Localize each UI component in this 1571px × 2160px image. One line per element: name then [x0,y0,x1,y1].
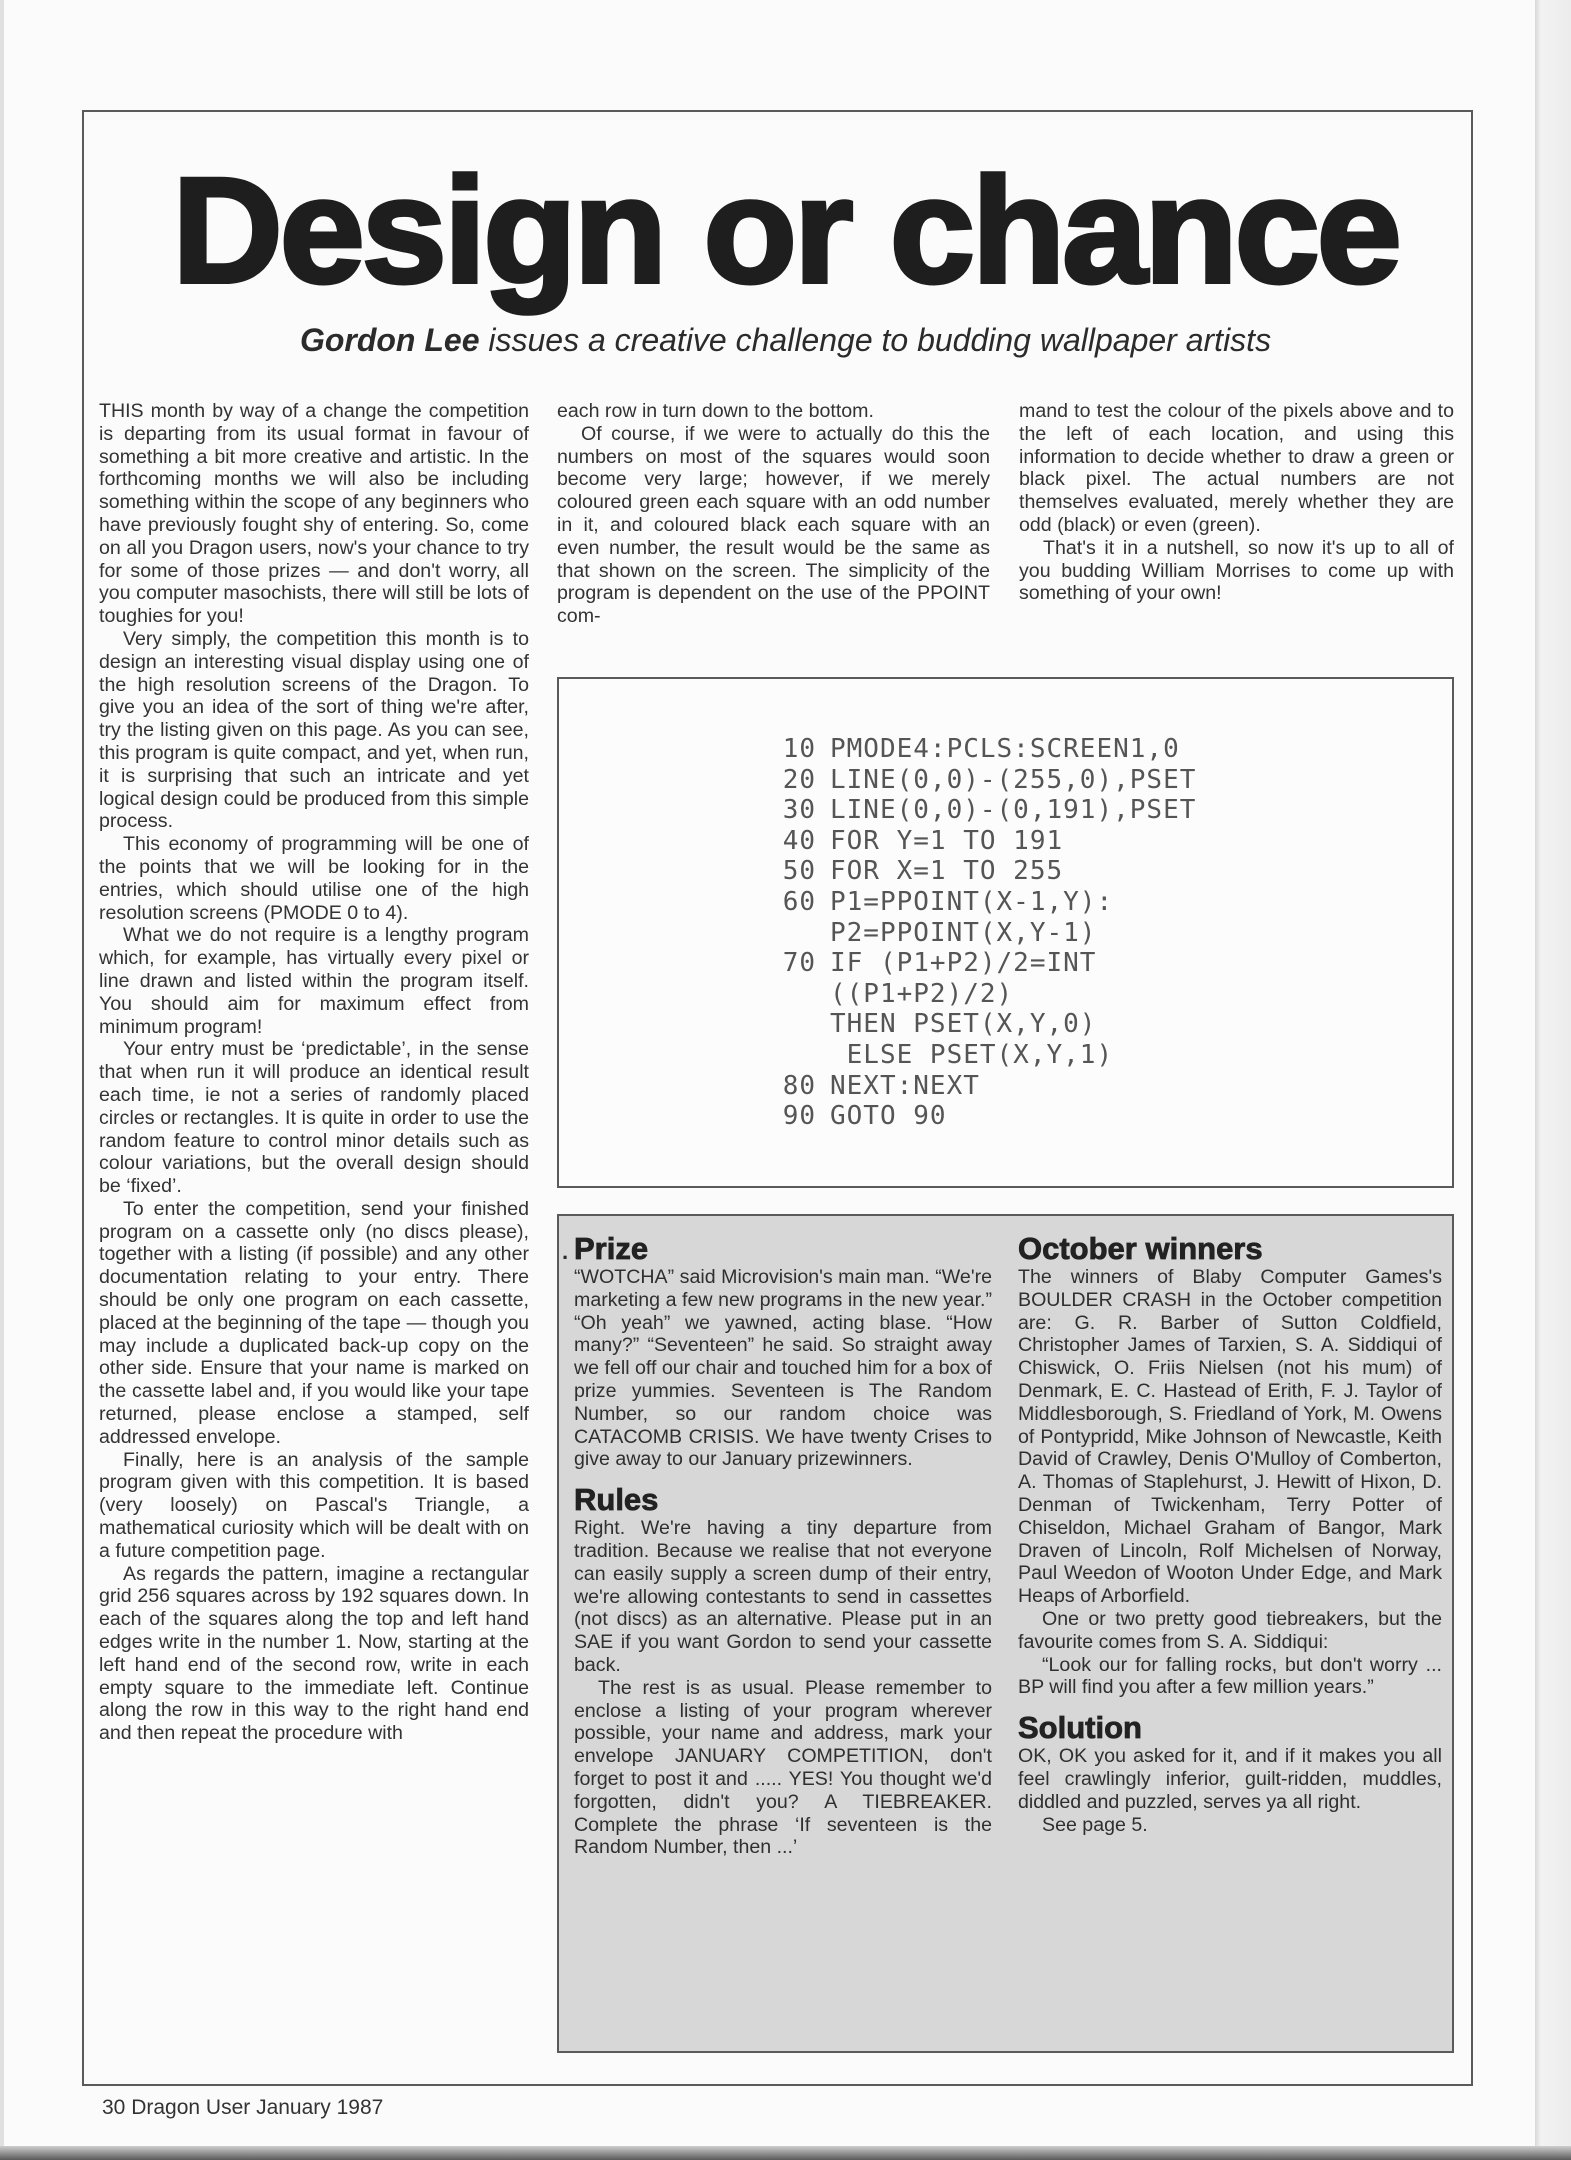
program-listing [760,734,1196,1132]
winners-paragraph: “Look our for falling rocks, but don't worry ... BP will find you after a few million years.” [1018,1653,1442,1699]
line-number: 20 [782,764,816,795]
rules-paragraph: Right. We're having a tiny departure from tradition. Because we realise that not everyone can easily supply a screen dump of their entry, we're allowing contestants to send in cassettes (not discs) as an alternative. Please put in an SAE if you want Gordon to send your cassette back. [574,1517,992,1676]
listing-line [760,887,1196,918]
body-column-1 [99,400,529,1745]
subtitle-text: issues a creative challenge to budding wallpaper artists [479,322,1272,358]
line-number: 30 [782,795,816,826]
listing-line [760,1101,1196,1132]
paragraph: What we do not require is a lengthy program which, for example, has virtually every pixel or line drawn and listed within the program itself. You should aim for maximum effect from minimum program! [99,924,529,1038]
rules-heading: Rules [574,1482,659,1518]
article-title: Design or chance [172,146,1399,314]
listing-line [760,1071,1196,1102]
line-code: NEXT:NEXT [830,1070,980,1101]
panel-column-right [1018,1232,1442,1836]
line-number: 70 [782,948,816,979]
solution-paragraph: OK, OK you asked for it, and if it makes you all feel crawlingly inferior, guilt-ridden, muddles, diddled and puzzled, serves ya all right. [1018,1745,1442,1813]
paragraph: mand to test the colour of the pixels above and to the left of each location, and using this information to decide whether to draw a green or black pixel. The actual numbers are not themselves evaluated, merely whether they are odd (black) or even (green). [1019,400,1454,536]
line-code: IF (P1+P2)/2=INT [830,948,1097,979]
listing-line [760,918,1196,949]
line-number: 60 [782,886,816,917]
line-number: 80 [782,1070,816,1101]
line-code: FOR X=1 TO 255 [830,856,1064,887]
solution-heading: Solution [1018,1710,1142,1746]
page-bottom-edge [0,2146,1571,2160]
listing-line [760,856,1196,887]
line-code: FOR Y=1 TO 191 [830,825,1064,856]
paragraph: To enter the competition, send your finished program on a cassette only (no discs please), together with a listing (if possible) and any other documentation relating to your entry. There should be only one program on each cassette, placed at the beginning of the tape — though you may include a duplicated back-up copy on the other side. Ensure that your name is marked on the cassette label and, if you would like your tape returned, please enclose a stamped, self addressed envelope. [99,1197,529,1448]
listing-line [760,765,1196,796]
line-number: 10 [782,734,816,764]
listing-line [760,1040,1196,1071]
line-number: 40 [782,825,816,856]
line-code: LINE(0,0)-(0,191),PSET [830,795,1197,826]
prize-paragraph: “WOTCHA” said Microvision's main man. “We're marketing a few new programs in the new year.” “Oh yeah” we yawned, acting blase. “How many?” “Seventeen” he said. So straight away we fell off our chair and touched him for a box of prize yummies. Seventeen is The Random Number, so our random choice was CATACOMB CRISIS. We have twenty Crises to give away to our January prizewinners. [574,1266,992,1471]
page-footer: 30 Dragon User January 1987 [102,2096,384,2119]
article-subtitle [0,322,1571,359]
paragraph: As regards the pattern, imagine a rectangular grid 256 squares across by 192 squares down. In each of the squares along the top and left hand edges write in the number 1. Now, starting at the left hand end of the second row, write in each empty square to the immediate left. Continue along the row in this way to the right hand end and then repeat the procedure with [99,1562,529,1745]
line-code: ((P1+P2)/2) [830,978,1014,1009]
listing-line [760,979,1196,1010]
line-number: 50 [782,856,816,887]
solution-paragraph: See page 5. [1042,1813,1148,1836]
line-code: THEN PSET(X,Y,0) [830,1009,1097,1040]
paragraph: THIS month by way of a change the competition is departing from its usual format in favour of something a bit more creative and artistic. In the forthcoming months we will also be including something within the scope of any beginners who have previously fought shy of entering. So, come on all you Dragon users, now's your chance to try for some of those prizes — and don't worry, all you computer masochists, there will still be lots of toughies for you! [99,400,529,628]
paragraph: Very simply, the competition this month is to design an interesting visual display using one of the high resolution screens of the Dragon. To give you an idea of the sort of thing we're after, try the listing given on this page. As you can see, this program is quite compact, and yet, when run, it is surprising that such an intricate and yet logical design could be produced from this simple process. [99,627,529,833]
line-code: PMODE4:PCLS:SCREEN1,0 [830,734,1180,764]
panel-column-left [574,1232,992,1859]
paragraph: That's it in a nutshell, so now it's up to all of you budding William Morrises to come up with something of your own! [1019,536,1454,605]
paragraph: This economy of programming will be one of the points that we will be looking for in the entries, which should utilise one of the high resolution screens (PMODE 0 to 4). [99,833,529,924]
listing-line [760,826,1196,857]
line-code: GOTO 90 [830,1101,947,1132]
winners-paragraph: The winners of Blaby Computer Games's BOULDER CRASH in the October competition are: G. R. Barber of Sutton Coldfield, Christopher James of Tarxien, S. A. Siddiqui of Chiswick, O. Friis Nielsen (not his mum) of Denmark, E. C. Hastead of Erith, F. J. Taylor of Middlesborough, S. Friedland of York, M. Owens of Pontypridd, Mike Johnson of Newcastle, Keith David of Crawley, Denis O'Mulloy of Comberton, A. Thomas of Staplehurst, J. Hewitt of Hixon, D. Denman of Twickenham, Terry Potter of Chiseldon, Michael Graham of Bangor, Mark Draven of Lincoln, Rolf Michelsen of Norway, Paul Weedon of Wooton Under Edge, and Mark Heaps of Arborfield. [1018,1266,1442,1608]
author-name: Gordon Lee [299,322,480,358]
listing-line [760,948,1196,979]
line-code: LINE(0,0)-(255,0),PSET [830,764,1197,795]
line-code: P1=PPOINT(X-1,Y): [830,886,1114,917]
body-column-3 [1019,400,1454,605]
winners-paragraph: One or two pretty good tiebreakers, but the favourite comes from S. A. Siddiqui: [1018,1607,1442,1653]
listing-line [760,734,1196,765]
line-code: ELSE PSET(X,Y,1) [830,1039,1114,1070]
line-code: P2=PPOINT(X,Y-1) [830,917,1097,948]
paragraph: each row in turn down to the bottom. [557,400,874,422]
paragraph: Finally, here is an analysis of the sample program given with this competition. It is based (very loosely) on Pascal's Triangle, a mathematical curiosity which will be dealt with on a future competition page. [99,1448,529,1562]
october-winners-heading: October winners [1018,1231,1263,1266]
listing-line [760,795,1196,826]
paragraph: Your entry must be ‘predictable’, in the sense that when run it will produce an identical result each time, ie not a series of randomly placed circles or rectangles. It is quite in order to use the random feature to control minor details such as colour variations, but the overall design should be ‘fixed’. [99,1038,529,1198]
line-number: 90 [782,1101,816,1132]
prize-heading: Prize [574,1231,649,1266]
body-column-2 [557,400,990,628]
listing-line [760,1009,1196,1040]
paragraph: Of course, if we were to actually do this the numbers on most of the squares would soon become very large; however, if we merely coloured green each square with an odd number in it, and coloured black each square with an even number, the result would be the same as that shown on the screen. The simplicity of the program is dependent on the use of the PPOINT com- [557,422,990,628]
rules-paragraph: The rest is as usual. Please remember to enclose a listing of your program wherever possible, your name and address, mark your envelope JANUARY COMPETITION, don't forget to post it and ..... YES! You thought we'd forgotten, didn't you? A TIEBREAKER. Complete the phrase ‘If seventeen is the Random Number, then ...’ [574,1676,992,1859]
bullet-mark: · [562,1245,570,1270]
